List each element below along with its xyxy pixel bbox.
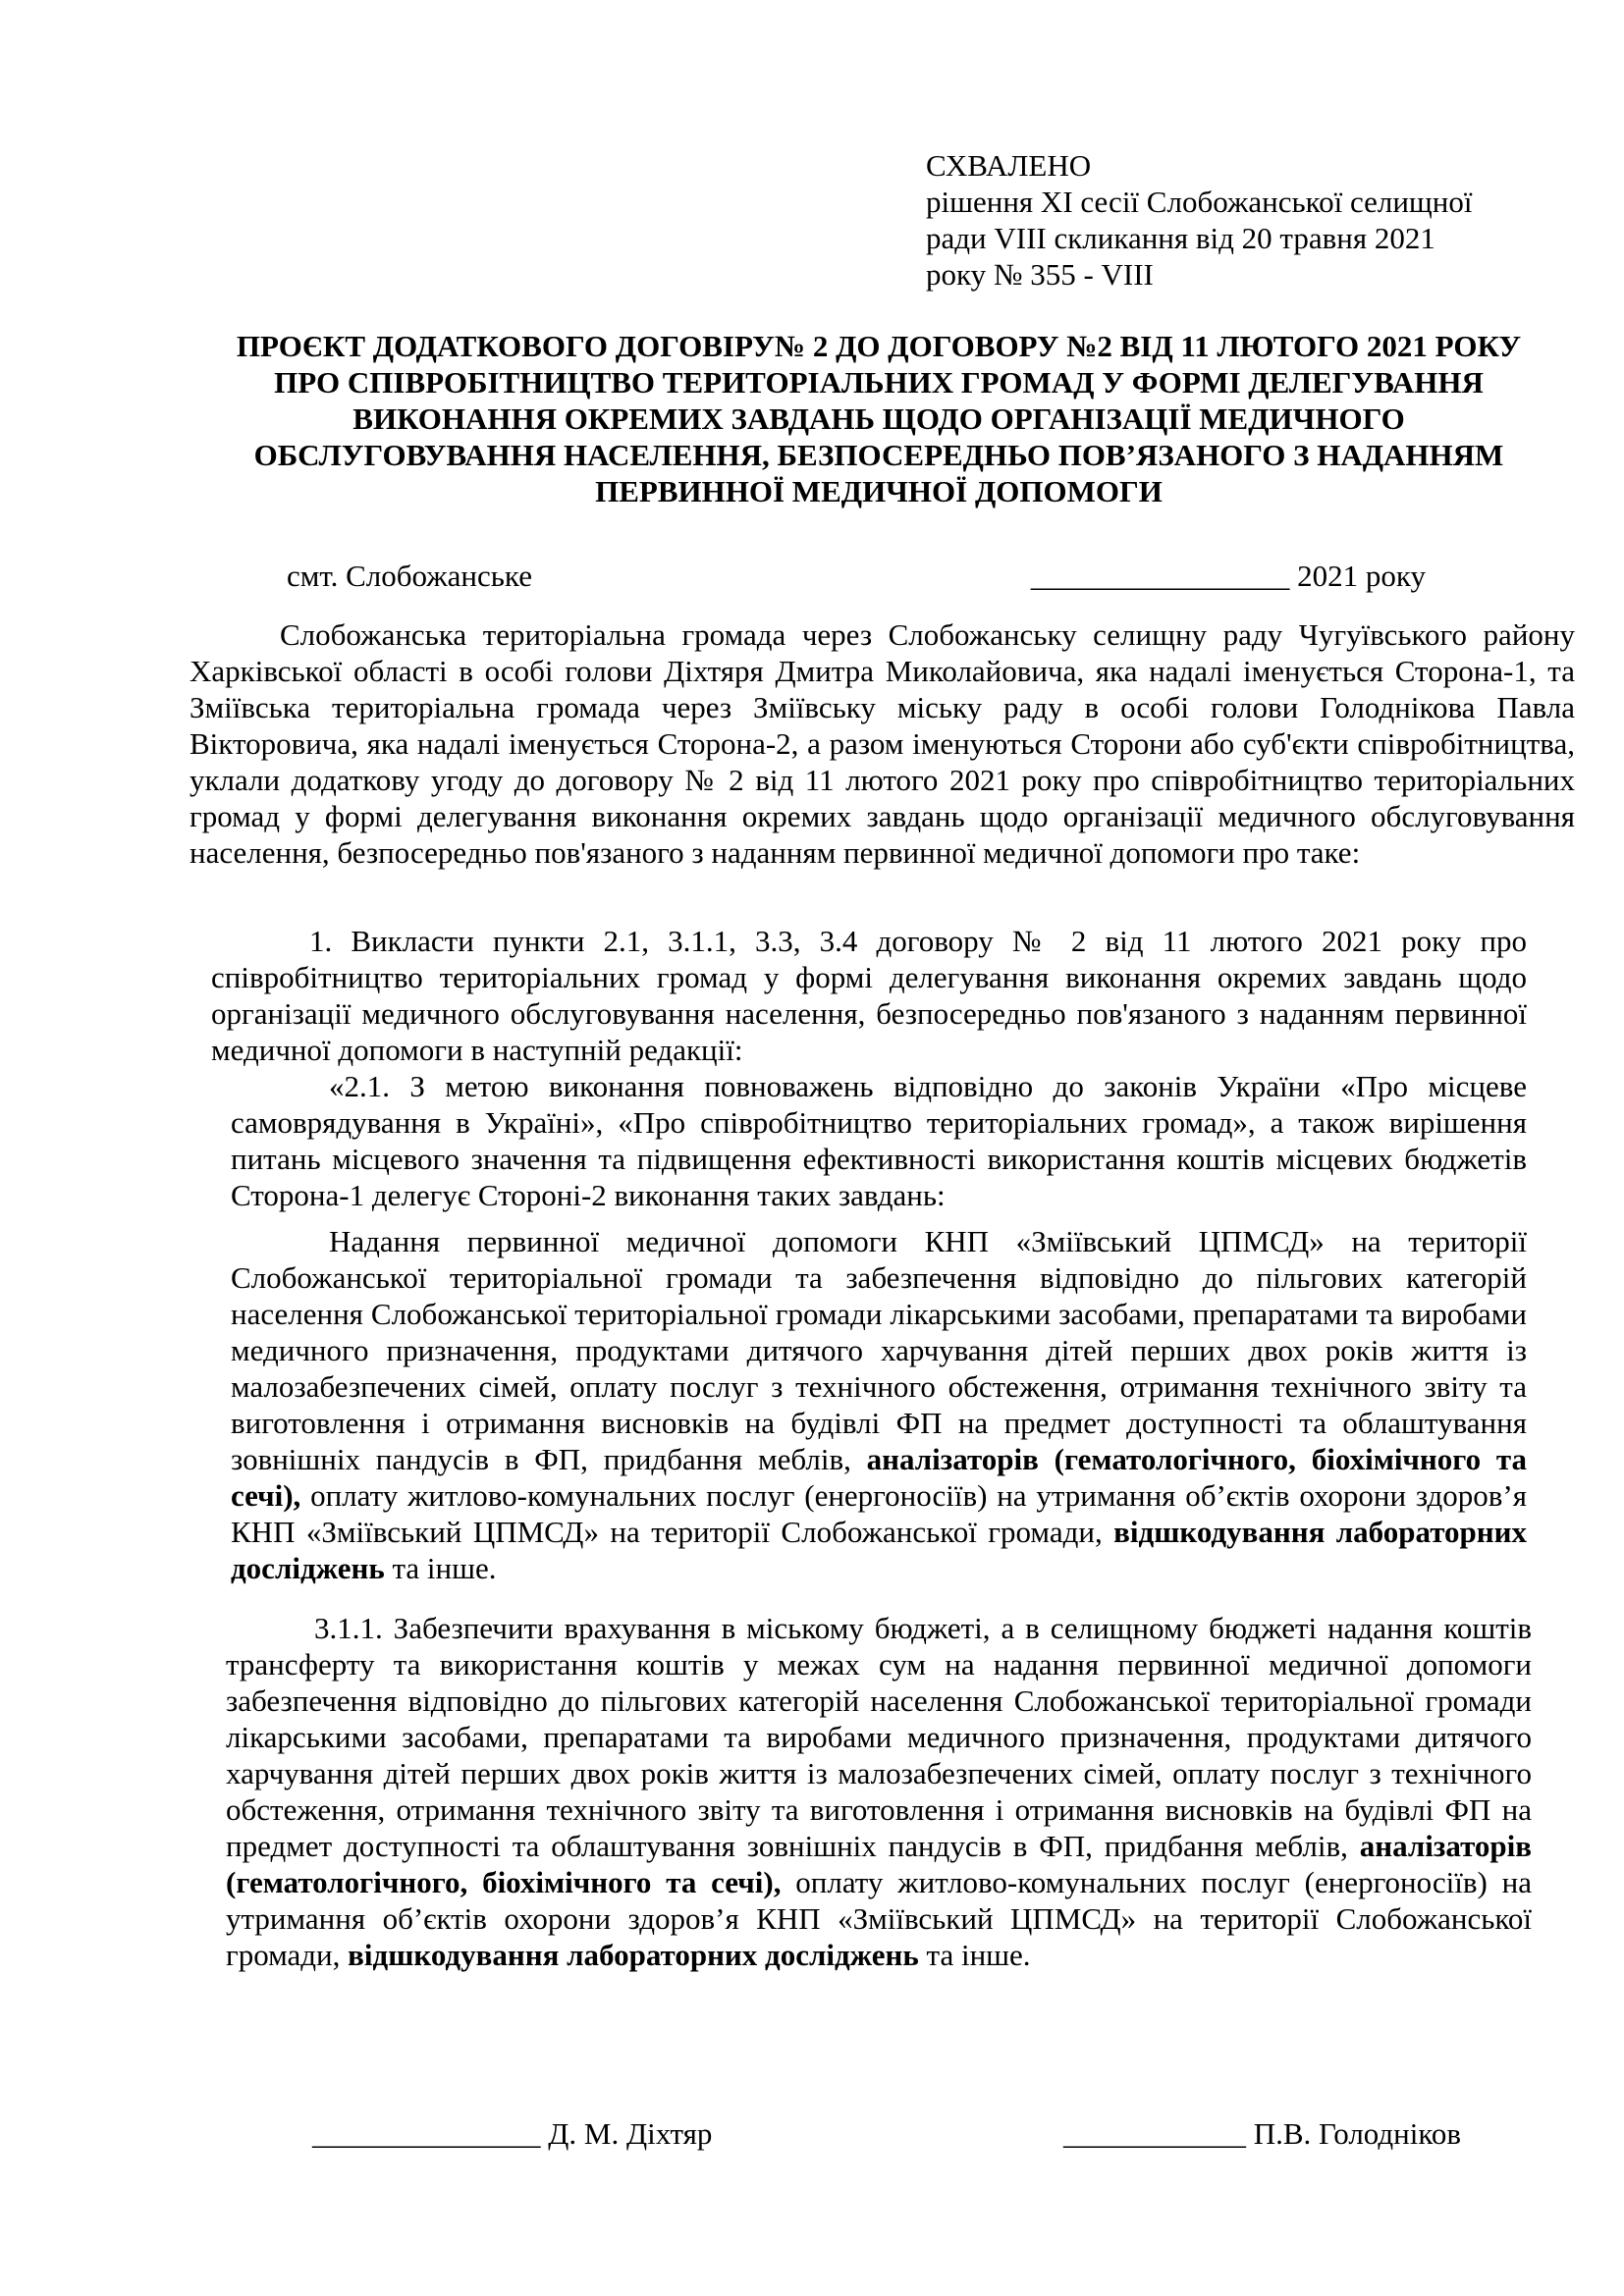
text-span: та інше. xyxy=(918,1938,1031,1972)
text-span: та інше. xyxy=(384,1551,497,1585)
place: смт. Слобожанське xyxy=(287,559,532,593)
bold-text: відшкодування лабораторних досліджень xyxy=(348,1938,919,1972)
approval-line: року № 355 - VIII xyxy=(926,257,1154,292)
approval-heading: СХВАЛЕНО xyxy=(926,148,1092,183)
approval-line: рішення XI сесії Слобожанської селищної xyxy=(926,185,1473,219)
bold-text: аналізаторів (гематологічного, біохімічного та сечі), xyxy=(226,1829,1532,1899)
preamble-paragraph: Слобожанська територіальна громада через Слобожанську селищну раду Чугуївського району Харківської області в особі голови Діхтяря Дмитра Миколайовича, яка надалі іменується Сторона-1, та Зміївська територіальна громада через Зміївську міську раду в особі голови Голоднікова Павла Вікторовича, яка надалі іменується Сторона-2, а разом іменуються Сторони або суб'єкти співробітництва, уклали додаткову угоду до договору № 2 від 11 лютого 2021 року про співробітництво територіальних громад у формі делегування виконання окремих завдань щодо організації медичного обслуговування населення, безпосередньо пов'язаного з наданням первинної медичної допомоги про таке: xyxy=(189,617,1575,870)
clause-3-1-1-paragraph xyxy=(226,1610,1532,1973)
item-1-paragraph: 1. Викласти пункти 2.1, 3.1.1, 3.3, 3.4 договору № 2 від 11 лютого 2021 року про співробітництво територіальних громад у формі делегування виконання окремих завдань щодо організації медичного обслуговування населення, безпосередньо пов'язаного з наданням первинної медичної допомоги в наступній редакції: xyxy=(211,924,1527,1067)
approval-block xyxy=(926,147,1574,293)
place-date-row xyxy=(287,558,1426,594)
signature-row xyxy=(312,2115,1461,2152)
document-title: ПРОЄКТ ДОДАТКОВОГО ДОГОВІРУ№ 2 ДО ДОГОВОРУ №2 ВІД 11 ЛЮТОГО 2021 РОКУ ПРО СПІВРОБІТНИЦТВО ТЕРИТОРІАЛЬНИХ ГРОМАД У ФОРМІ ДЕЛЕГУВАННЯ ВИКОНАННЯ ОКРЕМИХ ЗАВДАНЬ ЩОДО ОРГАНІЗАЦІЇ МЕДИЧНОГО ОБСЛУГОВУВАННЯ НАСЕЛЕННЯ, БЕЗПОСЕРЕДНЬО ПОВ’ЯЗАНОГО З НАДАННЯМ ПЕРВИННОЇ МЕДИЧНОЇ ДОПОМОГИ xyxy=(236,329,1522,508)
date-field: _________________ 2021 року xyxy=(1030,559,1426,593)
bold-text: відшкодування лабораторних досліджень xyxy=(231,1515,1527,1585)
clause-2-1-tasks-paragraph xyxy=(231,1223,1527,1586)
signature-right: ____________ П.В. Голодніков xyxy=(1062,2116,1461,2151)
approval-line: ради VIII скликання від 20 травня 2021 xyxy=(926,221,1435,255)
signature-left: _______________ Д. М. Діхтяр xyxy=(312,2116,713,2151)
clause-2-1-paragraph: «2.1. З метою виконання повноважень відповідно до законів України «Про місцеве самоврядування в Україні», «Про співробітництво територіальних громад», а також вирішення питань місцевого значення та підвищення ефективності використання коштів місцевих бюджетів Сторона-1 делегує Стороні-2 виконання таких завдань: xyxy=(231,1069,1527,1212)
bold-text: аналізаторів (гематологічного, біохімічного та сечі), xyxy=(231,1442,1528,1513)
text-span: Надання первинної медичної допомоги КНП «Зміївський ЦПМСД» на території Слобожанської територіальної громади та забезпечення відповідно до пільгових категорій населення Слобожанської територіальної громади лікарськими засобами, препаратами та виробами медичного призначення, продуктами дитячого харчування дітей перших двох років життя із малозабезпечених сімей, оплату послуг з технічного обстеження, отримання технічного звіту та виготовлення і отримання висновків на будівлі ФП на предмет доступності та облаштування зовнішніх пандусів в ФП, придбання меблів, xyxy=(231,1224,1527,1476)
text-span: 3.1.1. Забезпечити врахування в міському бюджеті, а в селищному бюджеті надання коштів трансферту та використання коштів у межах сум на надання первинної медичної допомоги забезпечення відповідно до пільгових категорій населення Слобожанської територіальної громади лікарськими засобами, препаратами та виробами медичного призначення, продуктами дитячого харчування дітей перших двох років життя із малозабезпечених сімей, оплату послуг з технічного обстеження, отримання технічного звіту та виготовлення і отримання висновків на будівлі ФП на предмет доступності та облаштування зовнішніх пандусів в ФП, придбання меблів, xyxy=(226,1611,1532,1863)
text-span: оплату житлово-комунальних послуг (енергоносіїв) на утримання об’єктів охорони здоров’я КНП «Зміївський ЦПМСД» на території Слобожанської громади, xyxy=(231,1478,1527,1549)
text-span: оплату житлово-комунальних послуг (енергоносіїв) на утримання об’єктів охорони здоров’я КНП «Зміївський ЦПМСД» на території Слобожанської громади, xyxy=(226,1865,1532,1972)
